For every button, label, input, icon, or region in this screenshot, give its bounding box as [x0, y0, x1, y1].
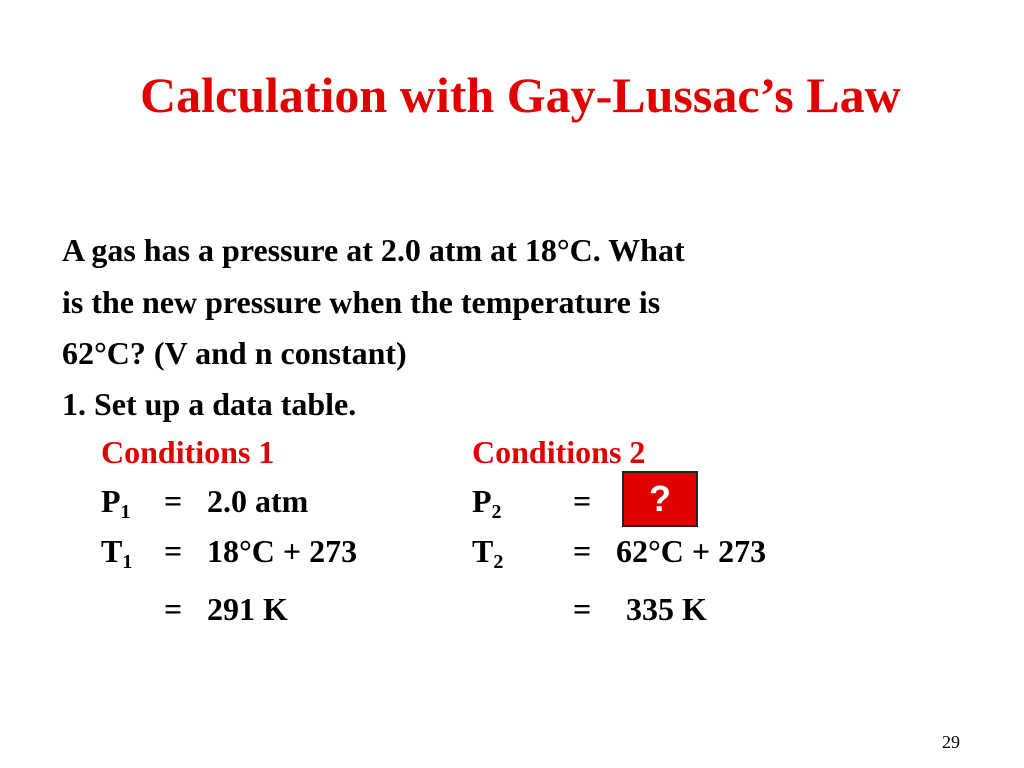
- var-t2: [472, 531, 503, 571]
- step-instruction: 1. Set up a data table.: [62, 386, 357, 422]
- var-p1-subscript: 1: [120, 501, 131, 523]
- unknown-value-box: ?: [622, 471, 698, 527]
- value-t1-expression: 18°C + 273: [207, 533, 358, 569]
- header-conditions-2: Conditions 2: [472, 434, 646, 470]
- var-t1-subscript: 1: [122, 551, 133, 573]
- equals-sign: =: [573, 533, 592, 569]
- var-p2-symbol: P: [472, 483, 492, 519]
- page-number: 29: [942, 732, 960, 752]
- problem-line-3: 62°C? (V and n constant): [62, 335, 407, 371]
- var-t1: [101, 531, 132, 571]
- var-p2-subscript: 2: [491, 501, 502, 523]
- problem-line-1: A gas has a pressure at 2.0 atm at 18°C. What: [62, 232, 685, 268]
- problem-line-2: is the new pressure when the temperature is: [62, 284, 661, 320]
- equals-sign: =: [164, 533, 183, 569]
- header-conditions-1: Conditions 1: [101, 434, 275, 470]
- var-t2-symbol: T: [472, 533, 494, 569]
- value-t2-kelvin: 335 K: [626, 591, 707, 627]
- slide-title: Calculation with Gay-Lussac’s Law: [140, 67, 901, 123]
- var-p2: [472, 481, 502, 521]
- equals-sign: =: [164, 591, 183, 627]
- equals-sign: =: [573, 591, 592, 627]
- var-t2-subscript: 2: [493, 551, 504, 573]
- var-p1: [101, 481, 131, 521]
- var-t1-symbol: T: [101, 533, 123, 569]
- value-t1-kelvin: 291 K: [207, 591, 288, 627]
- var-p1-symbol: P: [101, 483, 121, 519]
- equals-sign: =: [573, 483, 592, 519]
- equals-sign: =: [164, 483, 183, 519]
- value-p1: 2.0 atm: [207, 483, 309, 519]
- value-t2-expression: 62°C + 273: [616, 533, 767, 569]
